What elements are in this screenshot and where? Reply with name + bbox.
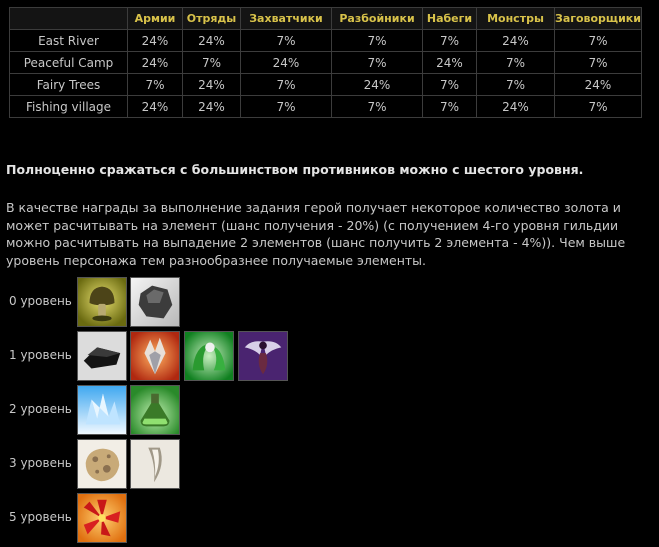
chance-cell: 7% — [555, 52, 642, 74]
dark-orchid-icon — [238, 331, 288, 381]
ice-crystal-icon — [77, 385, 127, 435]
column-header-monsters: Монстры — [477, 8, 555, 30]
chance-cell: 24% — [241, 52, 332, 74]
obsidian-icon — [77, 331, 127, 381]
chance-cell: 24% — [332, 74, 423, 96]
chance-cell: 7% — [332, 96, 423, 118]
chance-cell: 24% — [477, 96, 555, 118]
fire-lily-icon — [77, 493, 127, 543]
mushroom-icon — [77, 277, 127, 327]
chance-cell: 7% — [332, 30, 423, 52]
stone-icon — [130, 277, 180, 327]
table-row — [10, 52, 642, 74]
chance-cell: 7% — [241, 74, 332, 96]
table-row — [10, 30, 642, 52]
level-label: 0 уровень — [9, 294, 72, 308]
location-cell: Fishing village — [10, 96, 128, 118]
chance-cell: 24% — [128, 96, 183, 118]
column-header-location — [10, 8, 128, 30]
chance-cell: 7% — [423, 30, 477, 52]
chance-cell: 7% — [332, 52, 423, 74]
chance-cell: 7% — [555, 30, 642, 52]
location-cell: East River — [10, 30, 128, 52]
location-cell: Fairy Trees — [10, 74, 128, 96]
level-label: 1 уровень — [9, 348, 72, 362]
chance-cell: 24% — [183, 30, 241, 52]
column-header-conspirators: Заговорщики — [555, 8, 642, 30]
drop-chance-table — [9, 7, 642, 118]
chance-cell: 24% — [128, 52, 183, 74]
level-label: 5 уровень — [9, 510, 72, 524]
chance-cell: 7% — [241, 96, 332, 118]
chance-cell: 24% — [183, 96, 241, 118]
chance-cell: 7% — [423, 96, 477, 118]
reward-description: В качестве награды за выполнение задания герой получает некоторое количество золота и может расчитывать на элемент (шанс получения - 20%) (с получением 4-го уровня гильдии можно расчитывать на выпадение 2 элементов (шанс получить 2 элемента - 4%)). Чем выше уровень персонажа тем разнообразнее получаемые элементы. — [6, 200, 626, 268]
chance-cell: 24% — [423, 52, 477, 74]
moonstone-icon — [77, 439, 127, 489]
chance-cell: 7% — [477, 52, 555, 74]
chance-cell: 7% — [241, 30, 332, 52]
table-header-row — [10, 8, 642, 30]
chance-cell: 24% — [555, 74, 642, 96]
location-cell: Peaceful Camp — [10, 52, 128, 74]
chance-cell: 7% — [183, 52, 241, 74]
chance-cell: 7% — [477, 74, 555, 96]
column-header-invaders: Захватчики — [241, 8, 332, 30]
green-flower-icon — [184, 331, 234, 381]
column-header-robbers: Разбойники — [332, 8, 423, 30]
chance-cell: 7% — [423, 74, 477, 96]
fang-icon — [130, 439, 180, 489]
fire-crystal-icon — [130, 331, 180, 381]
potion-flask-icon — [130, 385, 180, 435]
section-heading: Полноценно сражаться с большинством противников можно с шестого уровня. — [6, 162, 584, 177]
chance-cell: 24% — [477, 30, 555, 52]
chance-cell: 24% — [183, 74, 241, 96]
table-row — [10, 96, 642, 118]
level-label: 3 уровень — [9, 456, 72, 470]
chance-cell: 7% — [555, 96, 642, 118]
level-label: 2 уровень — [9, 402, 72, 416]
chance-cell: 24% — [128, 30, 183, 52]
chance-cell: 7% — [128, 74, 183, 96]
column-header-armies: Армии — [128, 8, 183, 30]
table-row — [10, 74, 642, 96]
column-header-raids: Набеги — [423, 8, 477, 30]
column-header-squads: Отряды — [183, 8, 241, 30]
